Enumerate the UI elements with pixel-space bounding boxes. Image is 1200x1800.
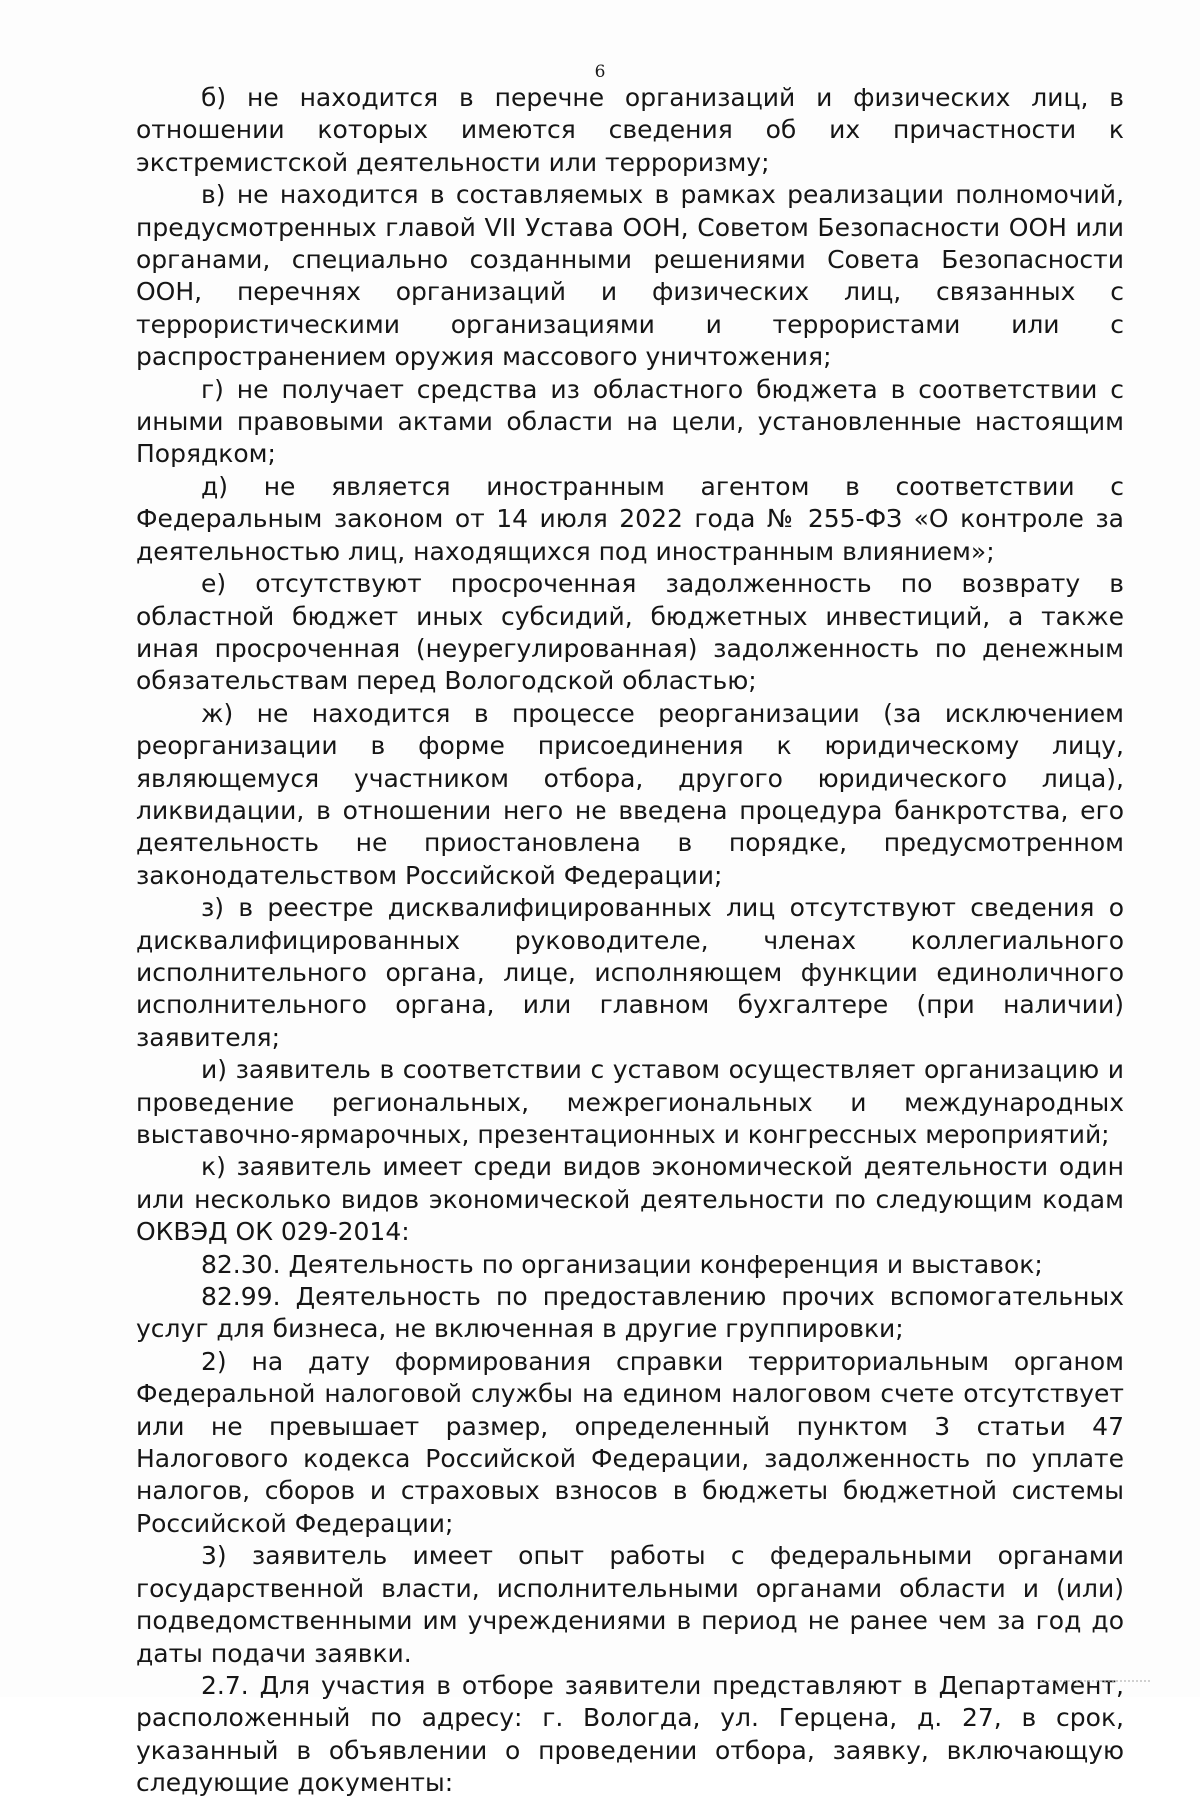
paragraph-2: 2) на дату формирования справки территориальным органом Федеральной налоговой службы на едином налоговом счете отсутствует или не превышает размер, определенный пунктом 3 статьи 47 Налогового кодекса Российской Федерации, задолженность по уплате налогов, сборов и страховых взносов в бюджеты бюджетной системы Российской Федерации; [136, 1346, 1124, 1538]
paragraph-k: к) заявитель имеет среди видов экономической деятельности один или несколько видов экономической деятельности по следующим кодам ОКВЭД ОК 029-2014: [136, 1152, 1124, 1247]
okved-code-82-30: 82.30. Деятельность по организации конференция и выставок; [201, 1249, 1043, 1279]
scan-artifact-marks [1040, 1680, 1150, 1688]
paragraph-e: е) отсутствуют просроченная задолженность по возврату в областной бюджет иных субсидий, бюджетных инвестиций, а также иная просроченная (неурегулированная) задолженность по денежным обязательствам перед Вологодской областью; [136, 569, 1124, 696]
document-body [136, 82, 1124, 1800]
okved-code-82-99: 82.99. Деятельность по предоставлению прочих вспомогательных услуг для бизнеса, не включенная в другие группировки; [136, 1282, 1124, 1344]
paragraph-z: з) в реестре дисквалифицированных лиц отсутствуют сведения о дисквалифицированных руководителе, членах коллегиального исполнительного органа, лице, исполняющем функции единоличного исполнительного органа, или главном бухгалтере (при наличии) заявителя; [136, 893, 1124, 1052]
paragraph-i: и) заявитель в соответствии с уставом осуществляет организацию и проведение региональных, межрегиональных и международных выставочно-ярмарочных, презентационных и конгрессных мероприятий; [136, 1055, 1124, 1149]
paragraph-d: д) не является иностранным агентом в соответствии с Федеральным законом от 14 июля 2022 года № 255-ФЗ «О контроле за деятельностью лиц, находящихся под иностранным влиянием»; [136, 471, 1124, 566]
paragraph-zh: ж) не находится в процессе реорганизации (за исключением реорганизации в форме присоединения к юридическому лицу, являющемуся участником отбора, другого юридического лица), ликвидации, в отношении него не введена процедура банкротства, его деятельность не приостановлена в порядке, предусмотренном законодательством Российской Федерации; [136, 698, 1124, 890]
paragraph-3: 3) заявитель имеет опыт работы с федеральными органами государственной власти, исполнительными органами области и (или) подведомственными им учреждениями в период не ранее чем за год до даты подачи заявки. [136, 1541, 1124, 1668]
paragraph-g: г) не получает средства из областного бюджета в соответствии с иными правовыми актами области на цели, установленные настоящим Порядком; [136, 374, 1124, 469]
section-2-7: 2.7. Для участия в отборе заявители представляют в Департамент, расположенный по адресу: г. Вологда, ул. Герцена, д. 27, в срок, указанный в объявлении о проведении отбора, заявку, включающую следующие документы: [136, 1670, 1124, 1798]
paragraph-b: б) не находится в перечне организаций и физических лиц, в отношении которых имеются сведения об их причастности к экстремистской деятельности или терроризму; [136, 83, 1124, 177]
page-number: 6 [594, 62, 606, 82]
paragraph-v: в) не находится в составляемых в рамках реализации полномочий, предусмотренных главой VII Устава ООН, Советом Безопасности ООН или органами, специально созданными решениями Совета Безопасности ООН, перечнях организаций и физических лиц, связанных с террористическими организациями и террористами или с распространением оружия массового уничтожения; [136, 180, 1124, 372]
